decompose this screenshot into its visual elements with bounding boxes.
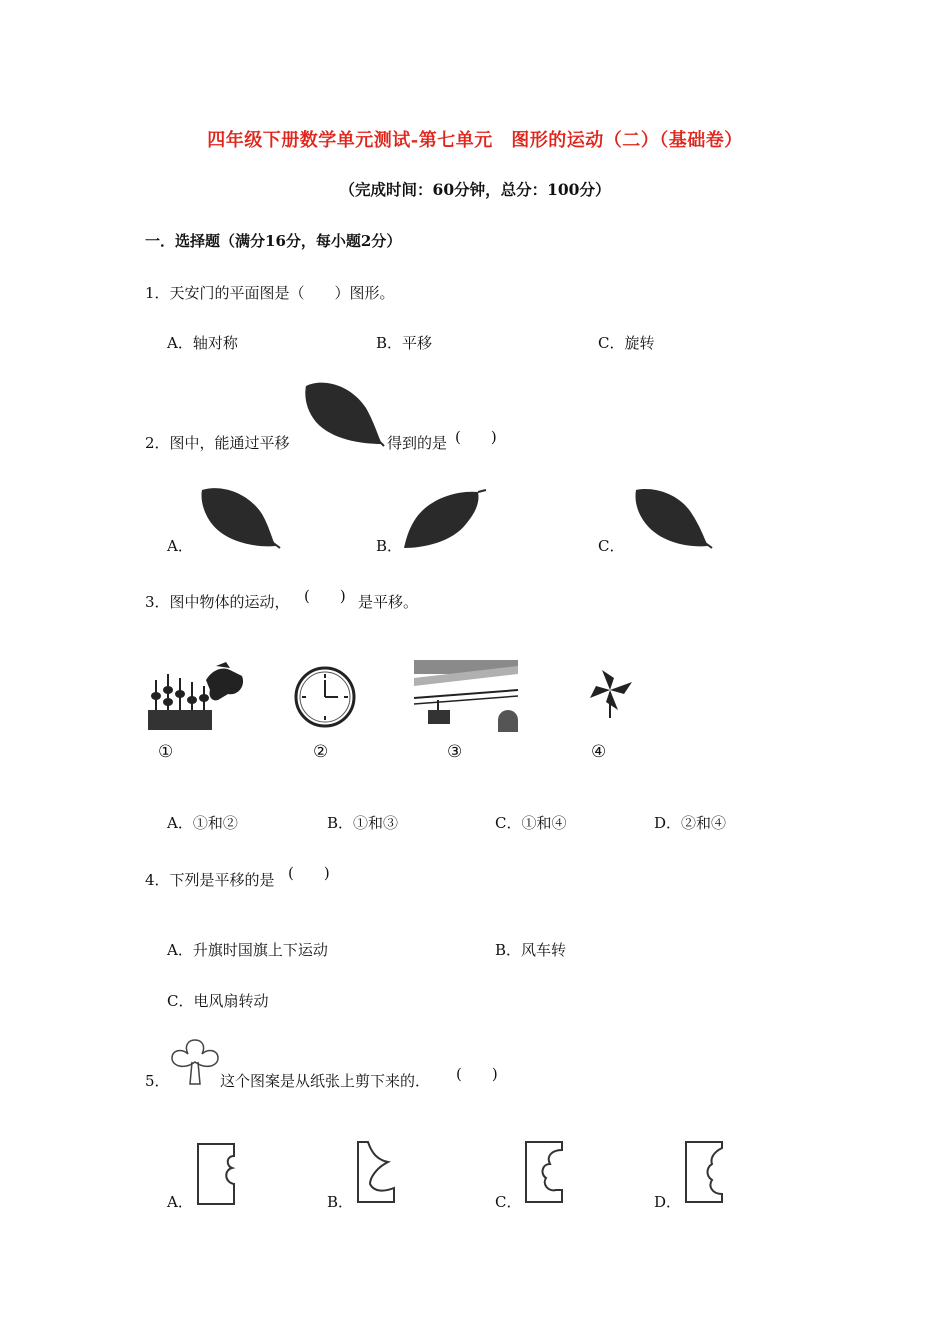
page-title: 四年级下册数学单元测试-第七单元 图形的运动（二）（基础卷） — [207, 130, 743, 151]
question-2-prefix: 2．图中，能通过平移 — [145, 434, 290, 452]
question-3-suffix: 是平移。 — [358, 593, 419, 611]
q5-option-b[interactable]: B． — [327, 1193, 354, 1211]
leaf-option-c-icon[interactable] — [630, 486, 712, 550]
q3-picture-label-1: ① — [158, 742, 174, 762]
page-subtitle: （完成时间：60分钟，总分：100分） — [339, 180, 611, 199]
q1-option-c[interactable]: C．旋转 — [598, 334, 655, 352]
question-3-prefix: 3．图中物体的运动， — [145, 593, 290, 611]
section-heading: 一．选择题（满分16分，每小题2分） — [145, 232, 402, 250]
question-2-suffix: 得到的是 — [387, 434, 448, 452]
q4-answer-blank[interactable]: ( ) — [288, 864, 330, 882]
q3-option-a[interactable]: A．①和② — [167, 814, 238, 832]
pinwheel-icon — [588, 668, 634, 718]
q3-picture-label-4: ④ — [591, 742, 607, 762]
cable-car-icon — [414, 660, 518, 734]
leaf-option-a-icon[interactable] — [198, 484, 280, 550]
cutout-option-b-icon[interactable] — [356, 1140, 398, 1204]
q1-option-b[interactable]: B．平移 — [376, 334, 433, 352]
clock-icon — [294, 666, 356, 728]
q1-option-a[interactable]: A．轴对称 — [167, 334, 238, 352]
abacus-hand-icon — [146, 660, 246, 732]
q4-option-b[interactable]: B．风车转 — [495, 941, 567, 959]
q2-option-a[interactable]: A． — [167, 537, 193, 555]
q3-option-c[interactable]: C．①和④ — [495, 814, 567, 832]
q5-answer-blank[interactable]: ( ) — [456, 1065, 498, 1083]
q2-option-c[interactable]: C． — [598, 537, 625, 555]
leaf-option-b-icon[interactable] — [400, 488, 486, 550]
question-1: 1．天安门的平面图是（ ）图形。 — [145, 284, 395, 302]
q3-picture-label-2: ② — [313, 742, 329, 762]
cutout-option-d-icon[interactable] — [684, 1140, 726, 1204]
cutout-option-c-icon[interactable] — [524, 1140, 566, 1204]
q2-answer-blank[interactable]: ( ) — [455, 428, 497, 446]
q5-option-c[interactable]: C． — [495, 1193, 522, 1211]
question-5-number: 5． — [145, 1072, 170, 1090]
leaf-reference-icon — [302, 378, 384, 446]
cutout-option-a-icon[interactable] — [196, 1142, 238, 1206]
q3-option-b[interactable]: B．①和③ — [327, 814, 399, 832]
question-5-text: 这个图案是从纸张上剪下来的． — [220, 1072, 431, 1090]
clover-shape-icon — [170, 1040, 220, 1086]
q5-option-d[interactable]: D． — [654, 1193, 682, 1211]
q4-option-a[interactable]: A．升旗时国旗上下运动 — [167, 941, 328, 959]
q3-picture-label-3: ③ — [447, 742, 463, 762]
question-4: 4．下列是平移的是 — [145, 871, 275, 889]
q5-option-a[interactable]: A． — [167, 1193, 193, 1211]
q4-option-c[interactable]: C．电风扇转动 — [167, 992, 269, 1010]
q3-answer-blank[interactable]: ( ) — [304, 587, 346, 605]
q3-option-d[interactable]: D．②和④ — [654, 814, 727, 832]
q2-option-b[interactable]: B． — [376, 537, 403, 555]
